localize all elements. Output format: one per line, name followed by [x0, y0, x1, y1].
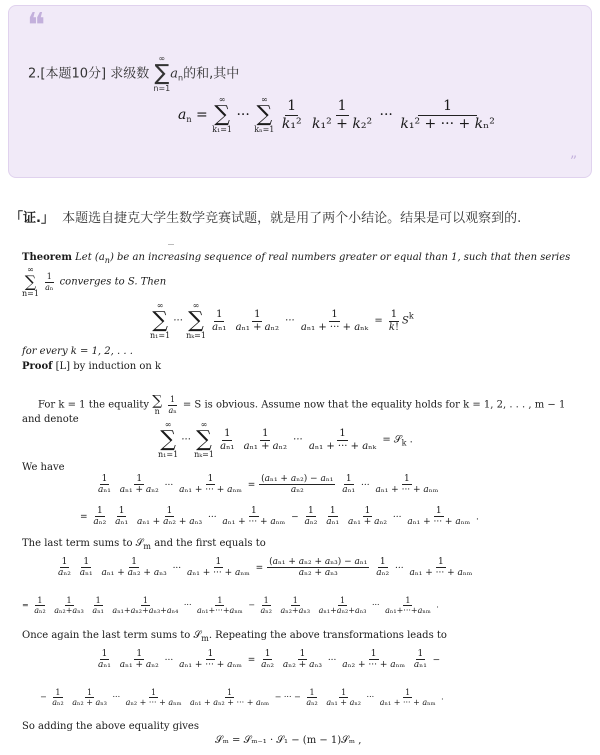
first-equals-eq-1: $\frac{1}{\text{aₙ₂}}$ $\frac{1}{\text{aₙ₁}}$ $\frac{1}{\text{aₙ₁ + aₙ₂ + aₙ₃}}$ ··· $\frac{1}{\text{aₙ₁ + ··· + aₙₘ}}$ = $\frac{\text{(aₙ₁ + aₙ₂ + aₙ₃) − aₙ₁}}{\text{aₙ₂ + aₙ₃}}$ $\frac{1}{\text{aₙ₂}}$ ··· $\frac{1}{\text{aₙ₁ + ··· + aₙₘ}}$: [58, 557, 473, 579]
theorem-line-2: ∞ ∑ n=1 $\frac{1}{\text{aₙ}}$ converges to S. Then: [22, 265, 167, 298]
proof-note: [10, 207, 521, 226]
sum-symbol: ∞ ∑ n=1: [153, 54, 171, 93]
problem-statement: 2.[本题10分] 求级数 ∞ ∑ n=1 $a_n$的和,其中: [28, 54, 240, 93]
problem-suffix: 的和,其中: [183, 66, 240, 82]
definition-equation: ∞ ∑ n₁=1 ··· ∞ ∑ nₖ=1 $\frac{1}{\text{aₙ₁}}$ $\frac{1}{\text{aₙ₁ + aₙ₂}}$ ··· $\frac{1}{\text{aₙ₁ + ··· + aₙₖ}}$ = 𝒮$_k$ .: [158, 420, 413, 459]
so-adding-line: So adding the above equality gives: [22, 721, 199, 732]
first-equals-eq-2: = $\frac{1}{\text{aₙ₂}}$ $\frac{1}{\text{aₙ₂+aₙ₃}}$ $\frac{1}{\text{aₙ₁}}$ $\frac{1}{\text{aₙ₁+aₙ₂+aₙ₃+aₙ₄}}$ ··· $\frac{1}{\text{aₙ₁+···+aₙₘ}}$ − $\frac{1}{\text{aₙ₂}}$ $\frac{1}{\text{aₙ₂+aₙ₃}}$ $\frac{1}{\text{aₙ₁+aₙ₂+aₙ₃}}$ ··· $\frac{1}{\text{aₙ₁+···+aₙₘ}}$ .: [22, 596, 439, 616]
theorem-title: Theorem: [22, 252, 72, 263]
divider: [168, 244, 174, 245]
for-every-line: for every k = 1, 2, . . .: [22, 346, 133, 357]
final-equation: 𝒮ₘ = 𝒮ₘ₋₁ · 𝒮₁ − (m − 1)𝒮ₘ ,: [215, 735, 362, 746]
repeat-eq-1: $\frac{1}{\text{aₙ₁}}$ $\frac{1}{\text{aₙ₁ + aₙ₂}}$ ··· $\frac{1}{\text{aₙ₁ + ··· + aₙₘ}}$ = $\frac{1}{\text{aₙ₂}}$ $\frac{1}{\text{aₙ₂ + aₙ₃}}$ ··· $\frac{1}{\text{aₙ₂ + ··· + aₙₘ}}$ $\frac{1}{\text{aₙ₁}}$ −: [98, 649, 441, 671]
term-a: a: [170, 66, 179, 82]
proof-line: Proof [L] by induction on k: [22, 361, 162, 372]
last-term-line: The last term sums to 𝒮$_m$ and the first equals to: [22, 538, 266, 551]
problem-prefix: 2.[本题10分] 求级数: [28, 66, 150, 82]
we-have-line: We have: [22, 462, 65, 473]
cert-label: 「证.」: [10, 211, 54, 226]
repeat-eq-2: − $\frac{1}{\text{aₙ₂}}$ $\frac{1}{\text{aₙ₂ + aₙ₃}}$ ··· $\frac{1}{\text{aₙ₂ + ··· + aₙₘ}}$ $\frac{1}{\text{aₙ₁ + aₙ₂ + ··· + aₙₘ}}$ − ··· − $\frac{1}{\text{aₙ₂}}$ $\frac{1}{\text{aₙ₁ + aₙ₂}}$ ··· $\frac{1}{\text{aₙ₁ + ··· + aₙₘ}}$ .: [40, 688, 444, 708]
proof-para-1: For k = 1 the equality ∑ n $\frac{1}{\text{aₙ}}$ = S is obvious. Assume now that the equality holds for k = 1, 2, . . . , m − 1: [38, 393, 566, 416]
open-quote-icon: ❝: [27, 6, 46, 46]
we-have-eq-1: $\frac{1}{\text{aₙ₁}}$ $\frac{1}{\text{aₙ₁ + aₙ₂}}$ ··· $\frac{1}{\text{aₙ₁ + ··· + aₙₘ}}$ = $\frac{\text{(aₙ₁ + aₙ₂) − aₙ₁}}{\text{aₙ₂}}$ $\frac{1}{\text{aₙ₁}}$ ··· $\frac{1}{\text{aₙ₁ + ··· + aₙₘ}}$: [98, 474, 439, 496]
cert-text: 本题选自捷克大学生数学竞赛试题，就是用了两个小结论。结果是可以观察到的.: [62, 211, 522, 226]
once-again-line: Once again the last term sums to 𝒮$_m$. Repeating the above transformations leads to: [22, 630, 447, 643]
close-quote-icon: ”: [569, 154, 577, 170]
we-have-eq-2: = $\frac{1}{\text{aₙ₂}}$ $\frac{1}{\text{aₙ₁}}$ $\frac{1}{\text{aₙ₁ + aₙ₂ + aₙ₃}}$ ··· $\frac{1}{\text{aₙ₁ + ··· + aₙₘ}}$ − $\frac{1}{\text{aₙ₂}}$ $\frac{1}{\text{aₙ₁}}$ $\frac{1}{\text{aₙ₁ + aₙ₂}}$ ··· $\frac{1}{\text{aₙ₁ + ··· + aₙₘ}}$ .: [80, 506, 479, 528]
theorem-line-1: Theorem Let $(a_n)$ be an increasing sequence of real numbers greater or equal than 1, such that then series: [22, 252, 571, 265]
an-formula: $a_n$ = ∞ ∑ k₁=1 ··· ∞ ∑ kₙ=1 $\frac{1}{\text{k₁²}}$ $\frac{1}{\text{k₁² + k₂²}}$ ··· $\frac{1}{\text{k₁² + ··· + kₙ²}}$: [178, 95, 495, 134]
proof-para-2: and denote: [22, 414, 79, 425]
theorem-equation: ∞ ∑ n₁=1 ··· ∞ ∑ nₖ=1 $\frac{1}{\text{aₙ₁}}$ $\frac{1}{\text{aₙ₁ + aₙ₂}}$ ··· $\frac{1}{\text{aₙ₁ + ··· + aₙₖ}}$ = $\frac{1}{k!}$ $S^k$: [150, 301, 414, 340]
